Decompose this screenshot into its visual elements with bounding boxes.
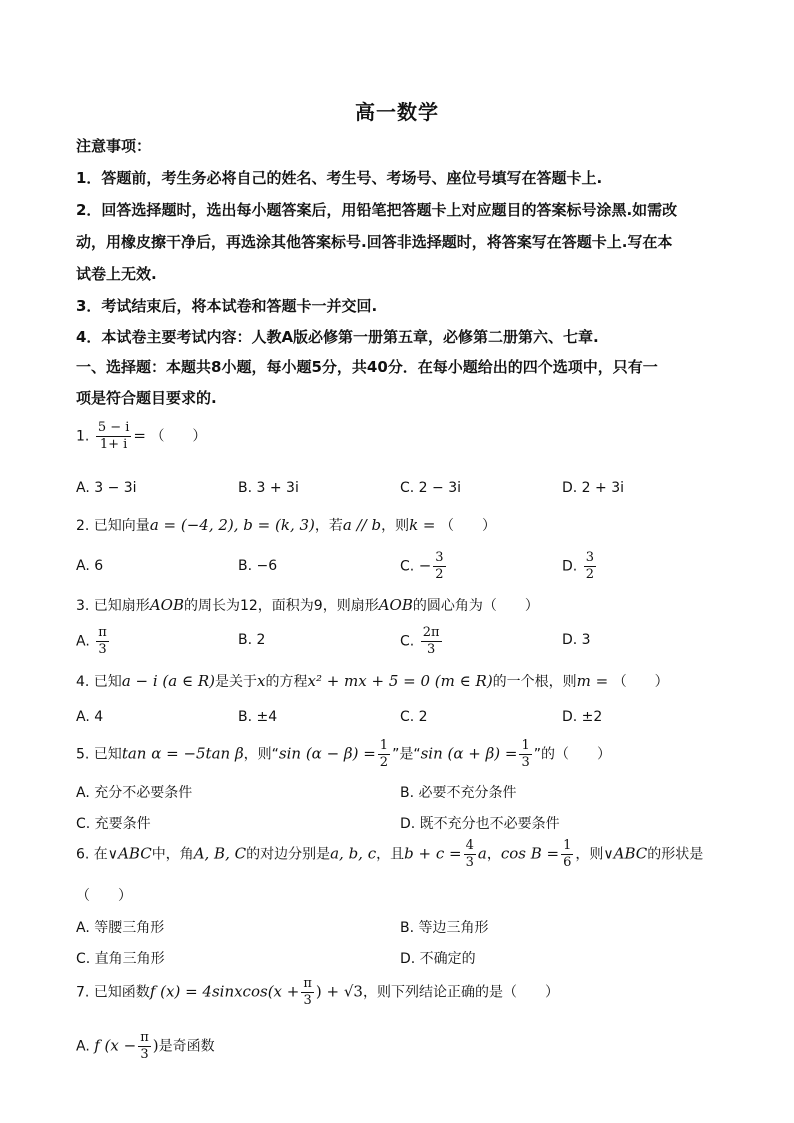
q5-option-d: D. 既不充分也不必要条件 [400,816,560,832]
fraction-denominator: 1+ i [99,437,128,452]
fraction-numerator: π [140,1030,149,1045]
tan-condition: tan α = −5tan β [121,744,244,763]
note-line-4: 试卷上无效. [76,265,157,283]
question-text: ，则下列结论正确的是（ ） [362,984,559,1001]
option-label: A. [76,1038,90,1055]
minus-sign: − [418,556,432,575]
fraction-numerator: 5 − i [97,420,130,435]
variable-x: x [257,672,266,690]
question-number: 1. [76,428,90,445]
q4-option-c: C. 2 [400,709,428,725]
q6-option-a: A. 等腰三角形 [76,920,165,936]
fraction [421,625,442,658]
option-label: D. [562,558,578,575]
q1-option-c: C. 2 − 3i [400,480,462,496]
cosine-b: cos B = [500,844,560,863]
fraction-numerator: 3 [585,550,594,565]
question-text: ，则“ [243,746,279,763]
question-5 [76,738,734,771]
question-text: 的周长为12，面积为9，则扇形 [183,598,379,614]
fraction-denominator: 2 [379,755,389,770]
note-line-2: 2．回答选择题时，选出每小题答案后，用铅笔把答题卡上对应题目的答案标号涂黑.如需改 [76,201,678,219]
vector-expression: a = (−4, 2), b = (k, 3) [149,516,315,534]
question-text: 的方程 [265,674,308,690]
fraction [584,550,596,583]
q3-option-b: B. 2 [238,632,266,648]
note-line-1: 1．答题前，考生务必将自己的姓名、考生号、考场号、座位号填写在答题卡上. [76,169,603,187]
q2-option-a: A. 6 [76,558,104,574]
note-line-5: 3．考试结束后，将本试卷和答题卡一并交回. [76,297,378,315]
question-text: 2. 已知向量 [76,518,150,534]
q4-option-a: A. 4 [76,709,104,725]
q2-option-c [400,550,448,583]
note-line-3: 动，用橡皮擦干净后，再选涂其他答案标号.回答非选择题时，将答案写在答题卡上.写在本 [76,233,673,251]
unknown-k: k = [409,516,436,534]
question-text: ，则∨ [575,846,614,863]
q1-option-b: B. 3 + 3i [238,480,299,496]
question-text: ”的（ ） [533,746,611,763]
fraction-denominator: 3 [303,993,312,1008]
option-label: A. [76,633,90,650]
q2-option-b: B. −6 [238,558,278,574]
sin-difference: sin (α − β) = [278,744,376,763]
side-a: a [477,844,487,863]
fraction-numerator: 1 [563,838,572,853]
q7-option-a [76,1030,215,1063]
section-heading-line-1: 一、选择题：本题共8小题，每小题5分，共40分．在每小题给出的四个选项中，只有一 [76,358,658,376]
equals-sign: = [133,426,146,445]
fraction-denominator: 3 [521,755,530,770]
fraction-numerator: π [98,625,107,640]
fraction-numerator: 4 [465,838,474,853]
q4-option-b: B. ±4 [238,709,278,725]
fraction-denominator: 3 [140,1047,149,1062]
close-paren: ) [152,1036,159,1055]
fraction-numerator: 1 [521,738,530,753]
note-line-6: 4．本试卷主要考试内容：人教A版必修第一册第五章，必修第二册第六、七章. [76,328,599,346]
q5-option-c: C. 充要条件 [76,816,151,832]
q5-option-b: B. 必要不充分条件 [400,785,517,801]
fraction-denominator: 3 [465,855,474,870]
q6-option-c: C. 直角三角形 [76,951,165,967]
angle-names: A, B, C [193,844,247,863]
answer-paren: （ ） [612,674,669,690]
fraction-denominator: 6 [563,855,572,870]
question-4 [76,671,734,691]
question-text: 的一个根，则 [492,674,577,690]
question-text: 5. 已知 [76,746,122,763]
fraction-numerator: 1 [379,738,389,753]
answer-paren: （ ） [150,428,207,445]
question-6 [76,838,734,871]
question-text: ，且 [376,846,405,863]
q4-option-d: D. ±2 [562,709,603,725]
fraction-denominator: 2 [435,567,444,582]
function-expression: f (x) = 4sinxcos(x + [149,982,300,1001]
question-2 [76,515,734,535]
fraction-denominator: 2 [585,567,594,582]
fraction [96,420,132,453]
option-label: C. [400,558,415,575]
function-expression-tail: ) + √3 [315,982,363,1001]
fraction [301,976,314,1009]
fraction-denominator: 3 [98,642,107,657]
parallel-condition: a // b [342,516,382,534]
question-text: 7. 已知函数 [76,984,150,1001]
unknown-m: m = [576,672,609,690]
q1-option-a: A. 3 − 3i [76,480,137,496]
root-expression: a − i (a ∈ R) [121,672,216,690]
question-1 [76,420,734,453]
triangle-name: ABC [118,844,152,863]
question-text: 中，角 [151,846,194,863]
sin-sum: sin (α + β) = [420,744,518,763]
side-sum: b + c = [404,844,462,863]
fraction [96,625,109,658]
fraction-numerator: 3 [435,550,444,565]
answer-paren: （ ） [439,518,496,534]
option-label: C. [400,633,415,650]
q1-option-d: D. 2 + 3i [562,480,625,496]
q3-option-a [76,625,111,658]
question-text: 的对边分别是 [246,846,331,863]
question-text: 是关于 [215,674,258,690]
question-7 [76,976,734,1009]
fraction [378,738,390,771]
q2-option-d [562,550,598,583]
side-names: a, b, c [330,844,377,863]
function-shift: f (x − [94,1036,137,1055]
question-text: 4. 已知 [76,674,122,690]
fraction-numerator: 2π [422,625,440,640]
equation: x² + mx + 5 = 0 (m ∈ R) [307,672,493,690]
question-text: 的圆心角为（ ） [412,598,539,614]
fraction [464,838,476,871]
question-text: 6. 在∨ [76,846,119,863]
section-heading-line-2: 项是符合题目要求的. [76,389,217,407]
sector-name: AOB [149,596,184,614]
fraction-numerator: π [303,976,312,991]
page-title: 高一数学 [355,100,439,124]
question-text: 的形状是 [647,846,704,863]
q3-option-c [400,625,444,658]
fraction [138,1030,151,1063]
fraction [433,550,445,583]
fraction-denominator: 3 [426,642,436,657]
q3-option-d: D. 3 [562,632,591,648]
q6-option-b: B. 等边三角形 [400,920,489,936]
question-3 [76,595,734,615]
fraction [519,738,531,771]
fraction [561,838,573,871]
question-text: 3. 已知扇形 [76,598,150,614]
question-text: ， [486,846,501,863]
triangle-name: ABC [613,844,648,863]
q5-option-a: A. 充分不必要条件 [76,785,193,801]
notes-heading: 注意事项： [76,137,152,155]
question-text: ，则 [381,518,410,534]
q6-paren: （ ） [76,888,132,904]
question-text: ”是“ [392,746,421,763]
q6-option-d: D. 不确定的 [400,951,476,967]
question-text: ，若 [314,518,343,534]
option-text: 是奇函数 [158,1038,215,1055]
sector-name: AOB [378,596,413,614]
